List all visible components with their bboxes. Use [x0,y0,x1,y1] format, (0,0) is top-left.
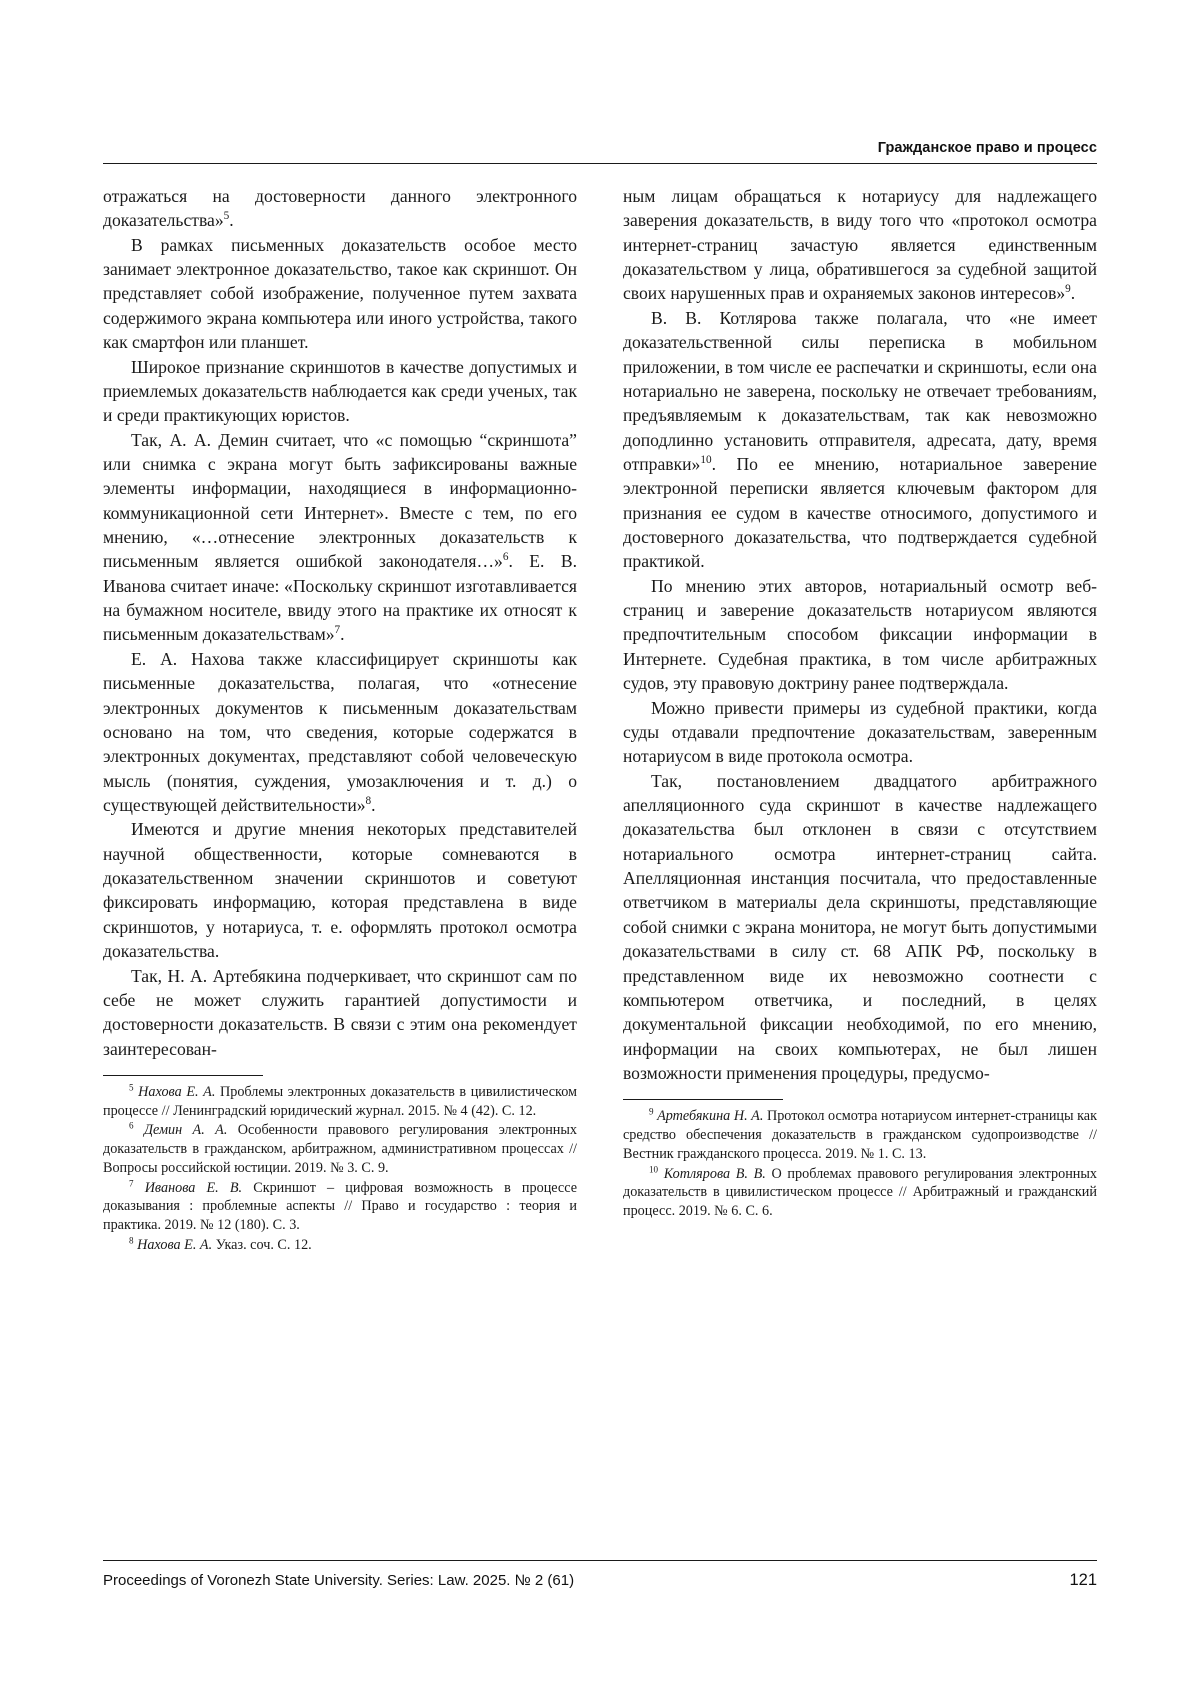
paragraph-text: Широкое признание скриншотов в качестве допустимых и приемлемых доказательств наблюдается как среди ученых, так и среди практикующих юристов. [103,356,577,426]
paragraph [103,355,577,428]
footer-divider [103,1560,1097,1561]
paragraph [623,184,1097,306]
running-head: Гражданское право и процесс [877,140,1097,156]
paragraph-tail: . Е. В. Иванова считает иначе: «Поскольку скриншот изготавливается на бумажном носителе, ввиду этого на практике их относят к письменным доказательствам» [103,551,577,645]
footnote-text: Указ. соч. С. 12. [212,1236,312,1253]
paragraph-text: отражаться на достоверности данного электронного доказательства» [103,186,577,231]
footnote-text: Скриншот – цифровая возможность в процессе доказывания : проблемные аспекты // Право и государство : теория и практика. 2019. № 12 (180). С. 3. [103,1179,578,1234]
footnote-author: Котлярова В. В. [663,1165,766,1182]
paragraph-text: В рамках письменных доказательств особое место занимает электронное доказательство, такое как скриншот. Он представляет собой изображение, полученное путем захвата содержимого экрана компьютера или иного устройства, такого как смартфон или планшет. [103,234,577,353]
footnote-ref[interactable]: 6 [502,551,509,564]
paragraph-tail: . По ее мнению, нотариальное заверение электронной переписки является ключевым фактором для признания ее судом в качестве относимого, допустимого и достоверного доказательства, что подтверждается судебной практикой. [623,453,1097,572]
footnote-text: Проблемы электронных доказательств в цивилистическом процессе // Ленинградский юридический журнал. 2015. № 4 (42). С. 12. [103,1083,578,1119]
footnote-item [103,1236,577,1255]
footnote-text: Протокол осмотра нотариусом интернет-страницы как средство обеспечения доказательств в гражданском судопроизводстве // Вестник гражданского процесса. 2019. № 1. С. 13. [623,1108,1097,1162]
footnote-marker: 6 [129,1120,134,1131]
journal-source: Proceedings of Voronezh State University. Series: Law. 2025. № 2 (61) [103,1572,575,1589]
paragraph-tail: . [371,794,376,815]
footnote-item [623,1107,1097,1163]
paragraph-text: Имеются и другие мнения некоторых представителей научной общественности, которые сомневаются в доказательственном значении скриншотов и советуют фиксировать информацию, которая представлена в виде скриншотов, у нотариуса, т. е. оформлять протокол осмотра доказательства. [103,819,577,962]
paragraph-text: Можно привести примеры из судебной практики, когда суды отдавали предпочтение доказательствам, заверенным нотариусом в виде протокола осмотра. [623,697,1097,767]
right-column [623,184,1097,1256]
footnote-marker: 8 [129,1235,134,1246]
paragraph-tail-2: . [340,624,345,645]
footnote-separator [103,1075,263,1076]
paragraph [103,964,577,1061]
footnote-marker: 9 [649,1106,654,1117]
paragraph [623,574,1097,696]
footnote-text: Особенности правового регулирования электронных доказательств в гражданском, арбитражном, административном процессах // Вопросы российской юстиции. 2019. № 3. С. 9. [103,1122,578,1176]
footnote-text: О проблемах правового регулирования электронных доказательств в цивилистическом процессе // Арбитражный и гражданский процесс. 2019. № 6. С. 6. [623,1165,1097,1219]
paragraph [623,306,1097,574]
page-footer [103,1560,1097,1590]
footnote-marker: 7 [129,1177,134,1188]
footnote-ref[interactable]: 10 [700,454,712,467]
footnote-author: Демин А. А. [143,1122,228,1139]
paragraph-text: По мнению этих авторов, нотариальный осмотр веб-страниц и заверение доказательств нотариусом являются предпочтительным способом фиксации информации в Интернете. Судебная практика, в том числе арбитражных судов, эту правовую доктрину ранее подтверждала. [623,575,1097,694]
header-divider [103,163,1097,164]
footnote-author: Нахова Е. А. [137,1236,213,1253]
paragraph-text: Так, постановлением двадцатого арбитражного апелляционного суда скриншот в качестве надлежащего доказательства был отклонен в связи с отсутствием нотариального осмотра интернет-страниц сайта. Апелляционная инстанция посчитала, что предоставленные ответчиком в материалы дела скриншоты, представляющие собой снимки с экрана монитора, не могут быть допустимыми доказательствами в силу ст. 68 АПК РФ, поскольку в представленном виде их невозможно соотнести с компьютером ответчика, и последний, в целях документальной фиксации необходимой, по его мнению, информации на своих компьютерах, не был лишен возможности применения процедуры, предусмо- [623,770,1097,1083]
paragraph [103,647,577,818]
paragraph-tail: . [1070,283,1076,304]
footnote-item [623,1165,1097,1221]
two-column-layout [103,184,1097,1256]
footer-row [103,1571,1097,1590]
left-column [103,184,577,1256]
footnote-item [103,1179,577,1235]
footnote-list [103,1083,577,1255]
page-content [103,140,1097,1256]
footnote-author: Иванова Е. В. [144,1179,243,1196]
footnote-ref[interactable]: 7 [334,624,341,637]
footnote-item [103,1121,577,1177]
paragraph [623,696,1097,769]
footnote-marker: 10 [649,1163,659,1174]
footnote-ref[interactable]: 5 [223,210,230,223]
paragraph [103,184,577,233]
paragraph-text: Е. А. Нахова также классифицирует скриншоты как письменные доказательства, полагая, что «отнесение электронных документов к письменным доказательствам основано на том, что сведения, которые содержатся в электронных документах, представляют собой человеческую мысль (понятия, суждения, умозаключения и т. д.) о существующей действительности» [103,648,577,815]
footnote-author: Нахова Е. А. [138,1083,216,1100]
paragraph [103,428,577,647]
paragraph-tail: . [229,210,234,231]
footnote-list [623,1107,1097,1220]
paragraph-text: Так, А. А. Демин считает, что «с помощью “скриншота” или снимка с экрана могут быть зафиксированы важные элементы информации, находящиеся в информационно-коммуникационной сети Интернет». Вместе с тем, по его мнению, «…отнесение электронных доказательств к письменным является ошибкой законодателя…» [103,429,577,572]
paragraph-text: Так, Н. А. Артебякина подчеркивает, что скриншот сам по себе не может служить гарантией допустимости и достоверности доказательств. В связи с этим она рекомендует заинтересован- [103,965,577,1059]
footnote-marker: 5 [129,1082,134,1093]
paragraph [103,233,577,355]
footnote-separator [623,1099,783,1100]
paragraph-text: ным лицам обращаться к нотариусу для надлежащего заверения доказательств, в виду того что «протокол осмотра интернет-страниц зачастую является единственным доказательством у лица, обратившегося за судебной защитой своих нарушенных прав и охраняемых законов интересов» [623,186,1097,304]
page-number: 121 [1069,1571,1097,1589]
paragraph [103,817,577,963]
paragraph [623,769,1097,1086]
footnote-ref[interactable]: 9 [1065,283,1071,296]
footnote-author: Артебякина Н. А. [657,1108,764,1125]
paragraph-text: В. В. Котлярова также полагала, что «не имеет доказательственной силы переписка в мобильном приложении, в том числе ее распечатки и скриншоты, если она нотариально не заверена, поскольку не отвечает требованиям, предъявляемым к доказательствам, так как невозможно доподлинно установить отправителя, адресата, дату, время отправки» [623,307,1097,474]
footnote-item [103,1083,577,1120]
footnote-ref[interactable]: 8 [365,795,372,808]
